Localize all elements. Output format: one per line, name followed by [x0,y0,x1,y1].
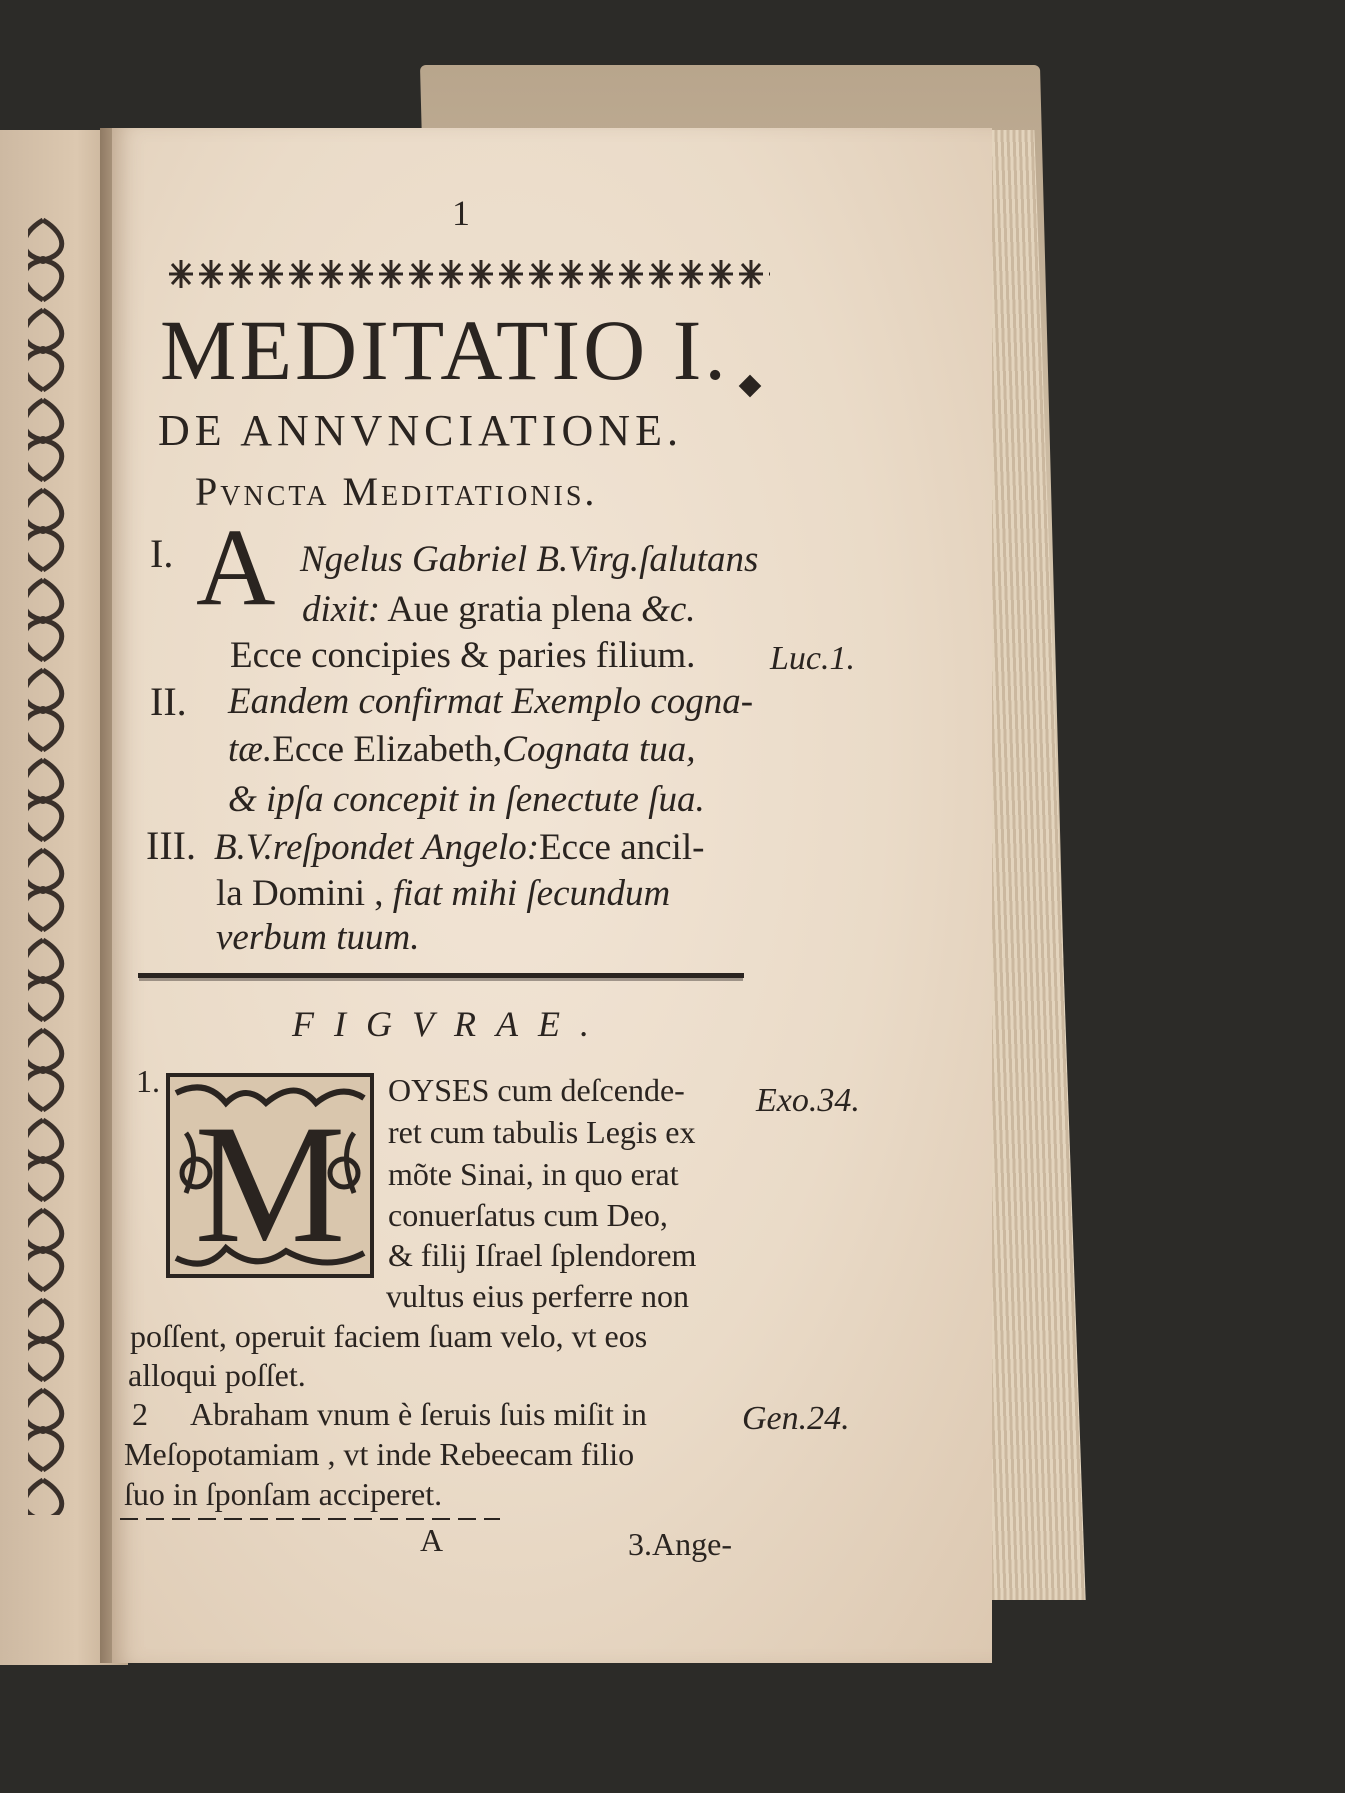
catchword: 3.Ange- [628,1526,732,1562]
point-text: verbum tuum. [216,917,420,958]
signature-mark: A [420,1522,444,1558]
point-text-roman: Ecce Elizabeth, [272,729,503,770]
figure-line: & filij Iſrael ſplendorem [388,1237,697,1273]
point-text: Ngelus Gabriel B.Virg.ſalutans [300,539,759,580]
initial-letter: M [194,1090,346,1278]
puncta-heading: Pvncta Meditationis. [195,469,598,514]
point-text: Ecce concipies & paries filium. [230,635,696,676]
point-text-line [302,588,696,631]
page-number: 1 [452,193,470,233]
point-text-italic-end: Cognata tua, [502,729,696,770]
point-text-line [216,872,670,915]
point-text-line [228,728,696,771]
left-page-ornamental-border [8,215,78,1515]
point-text-roman: Aue gratia plena [387,589,632,630]
figure-number: 2 [132,1396,148,1432]
point-text-line [214,826,704,869]
figure-line: vultus eius perferre non [386,1278,690,1314]
margin-reference: Gen.24. [742,1400,850,1437]
figure-line: ſuo in ſponſam acciperet. [124,1476,443,1512]
ornament-headpiece [166,256,770,292]
figure-line: Meſopotamiam , vt inde Rebeecam filio [124,1436,635,1472]
meditation-title: MEDITATIO I. [160,302,729,398]
underline-rule [120,1518,500,1520]
point-text-roman: la Domini , [216,873,384,914]
figure-line: poſſent, operuit faciem ſuam velo, vt eos [130,1318,648,1354]
decorated-initial-m [166,1073,374,1278]
figure-line: alloqui poſſet. [128,1357,306,1393]
figure-line: OYSES cum deſcende- [388,1072,685,1108]
point-numeral: III. [146,823,196,868]
figure-line: mõte Sinai, in quo erat [388,1156,679,1192]
point-text: Eandem confirmat Exemplo cogna- [228,681,754,722]
point-numeral: I. [150,531,174,576]
figure-line: Abraham vnum è ſeruis ſuis miſit in [190,1396,647,1432]
margin-reference: Exo.34. [756,1082,860,1119]
figure-line: ret cum tabulis Legis ex [388,1114,696,1150]
figure-number: 1. [136,1063,160,1099]
point-text-italic: tæ. [228,729,273,770]
meditation-subtitle: DE ANNVNCIATIONE. [158,406,683,455]
point-text-italic: dixit: [302,589,381,630]
margin-reference: Luc.1. [770,640,855,677]
point-text-italic-end: &c. [641,589,696,630]
figure-line: conuerſatus cum Deo, [388,1197,668,1233]
section-rule [138,973,744,978]
point-text: & ipſa concepit in ſenectute ſua. [228,779,705,820]
point-numeral: II. [150,679,187,724]
drop-cap: A [196,506,276,628]
figurae-heading: FIGVRAE. [292,1004,609,1044]
point-text-italic: B.V.reſpondet Angelo: [214,827,540,868]
point-text-italic: fiat mihi ſecundum [392,873,671,914]
point-text-roman: Ecce ancil- [539,827,705,868]
